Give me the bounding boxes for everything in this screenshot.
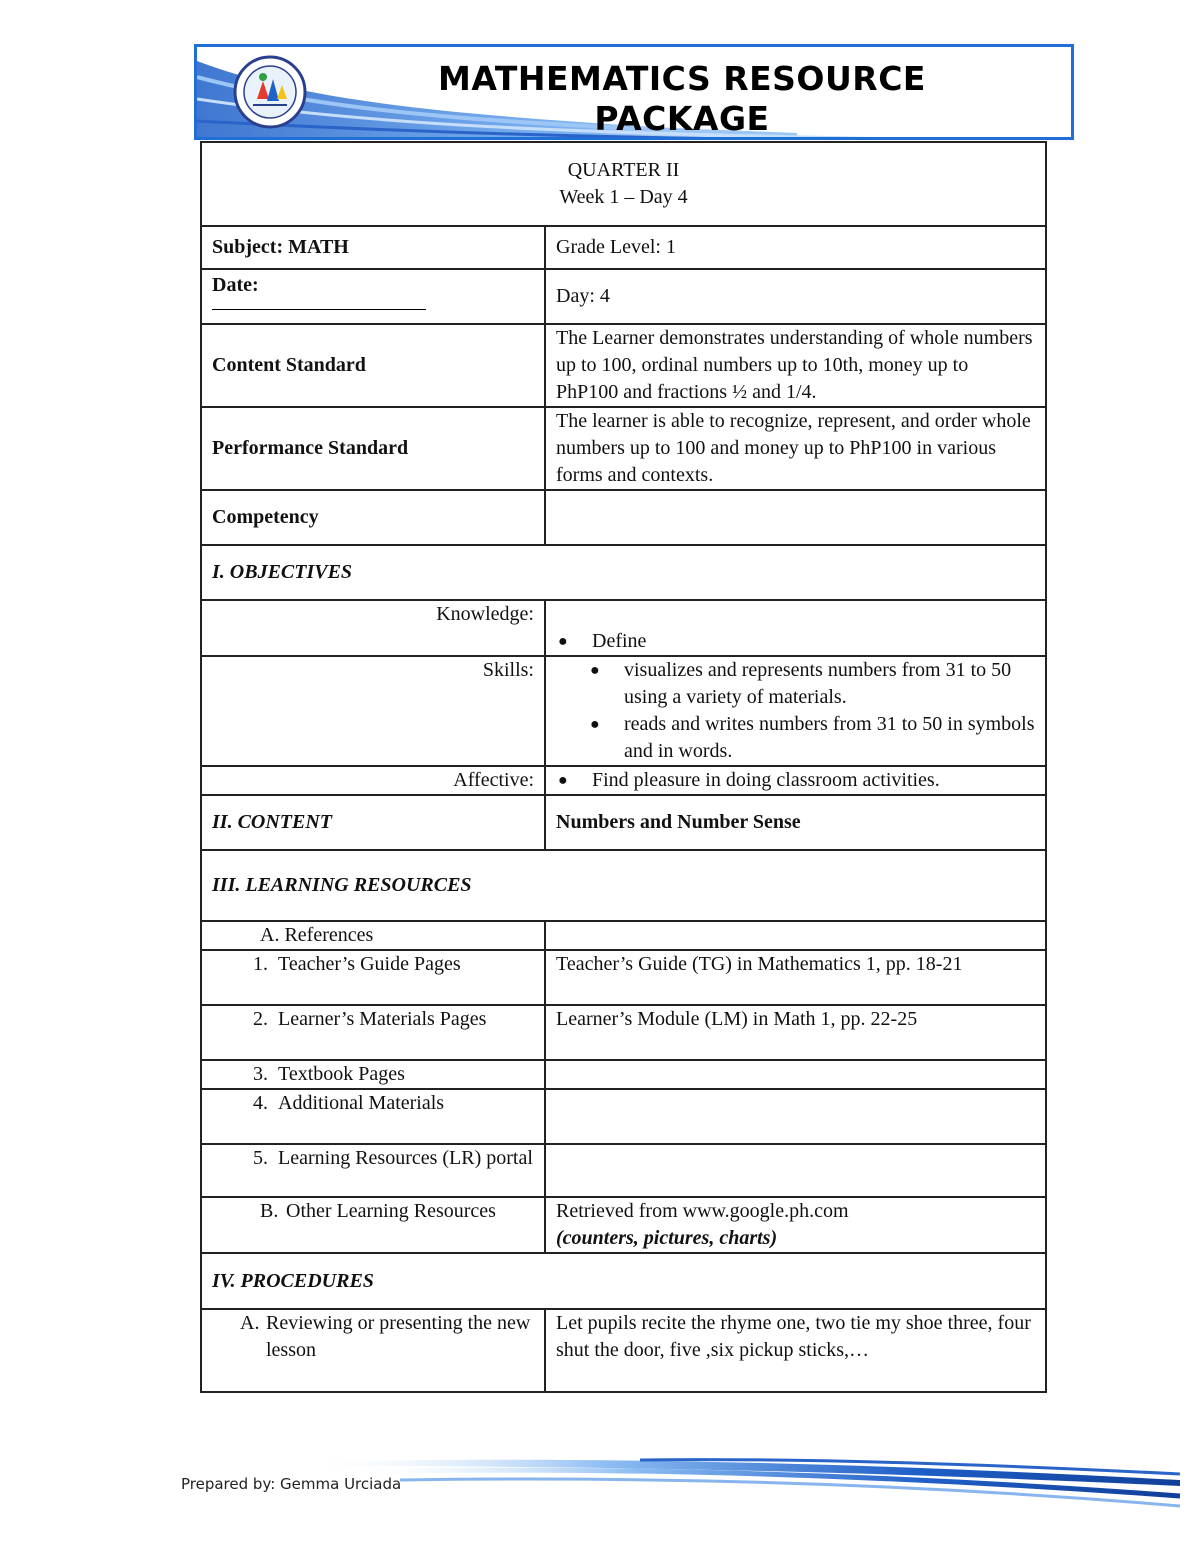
content-row — [201, 795, 1046, 850]
skills-label: Skills: — [201, 656, 545, 766]
bullet-icon: ● — [590, 716, 600, 733]
content-value: Numbers and Number Sense — [545, 795, 1046, 850]
resource-marker-3: 3. — [253, 1063, 268, 1085]
date-row — [201, 269, 1046, 324]
references-value — [545, 921, 1046, 950]
other-resources-value-cell — [545, 1197, 1046, 1253]
resource-value-3 — [545, 1060, 1046, 1089]
resource-label-5: Learning Resources (LR) portal — [278, 1147, 533, 1169]
content-standard-row — [201, 324, 1046, 407]
affective-item: Find pleasure in doing classroom activities. — [592, 769, 940, 791]
skills-bullet-2 — [588, 711, 1035, 765]
resource-label-cell-5 — [201, 1144, 545, 1197]
resource-label-3: Textbook Pages — [278, 1063, 405, 1085]
bullet-icon: ● — [590, 662, 600, 679]
title-line-1: MATHEMATICS RESOURCE — [438, 59, 926, 98]
page-title — [387, 59, 977, 139]
other-resources-marker: B. — [260, 1200, 279, 1222]
resource-marker-2: 2. — [253, 1008, 268, 1030]
procedures-heading: IV. PROCEDURES — [201, 1253, 1046, 1309]
date-label: Date: — [212, 274, 259, 296]
performance-standard-row — [201, 407, 1046, 490]
references-label: References — [284, 924, 374, 946]
resource-value-5 — [545, 1144, 1046, 1197]
content-standard-label: Content Standard — [201, 324, 545, 407]
affective-bullet — [556, 767, 1035, 794]
resource-value-2: Learner’s Module (LM) in Math 1, pp. 22-25 — [545, 1005, 1046, 1060]
competency-label: Competency — [201, 490, 545, 545]
week-day: Week 1 – Day 4 — [559, 186, 688, 208]
resource-row-5 — [201, 1144, 1046, 1197]
resource-label-cell-4 — [201, 1089, 545, 1144]
knowledge-label: Knowledge: — [201, 600, 545, 656]
resource-marker-1: 1. — [253, 953, 268, 975]
other-resources-value: Retrieved from www.google.ph.com — [556, 1200, 849, 1222]
skills-row — [201, 656, 1046, 766]
header-banner — [194, 44, 1074, 140]
resource-label-cell-2 — [201, 1005, 545, 1060]
bullet-icon: ● — [558, 772, 568, 789]
procedure-a-marker: A. — [240, 1312, 260, 1334]
procedure-a-value: Let pupils recite the rhyme one, two tie my shoe three, four shut the door, five ,six pickup sticks,… — [545, 1309, 1046, 1392]
quarter-cell — [201, 142, 1046, 226]
affective-value — [545, 766, 1046, 795]
other-resources-row — [201, 1197, 1046, 1253]
objectives-heading: I. OBJECTIVES — [201, 545, 1046, 600]
skills-bullet-1 — [588, 657, 1035, 711]
bullet-icon: ● — [558, 633, 568, 650]
performance-standard-value: The learner is able to recognize, represent, and order whole numbers up to 100 and money up to PhP100 in various forms and contexts. — [545, 407, 1046, 490]
lesson-plan-table — [200, 141, 1047, 1393]
footer-swoosh-graphic — [280, 1440, 1180, 1520]
resource-row-4 — [201, 1089, 1046, 1144]
date-cell — [201, 269, 545, 324]
references-row — [201, 921, 1046, 950]
day-cell: Day: 4 — [545, 269, 1046, 324]
references-cell — [201, 921, 545, 950]
resources-heading-row — [201, 850, 1046, 921]
procedure-a-row — [201, 1309, 1046, 1392]
other-resources-label: Other Learning Resources — [286, 1200, 496, 1222]
resource-label-cell-3 — [201, 1060, 545, 1089]
subject-cell: Subject: MATH — [201, 226, 545, 269]
skills-item-2: reads and writes numbers from 31 to 50 in symbols and in words. — [624, 713, 1035, 762]
affective-row — [201, 766, 1046, 795]
resource-label-2: Learner’s Materials Pages — [278, 1008, 487, 1030]
date-blank-line — [212, 309, 426, 310]
resource-label-4: Additional Materials — [278, 1092, 445, 1114]
resource-row-3 — [201, 1060, 1046, 1089]
resource-label-1: Teacher’s Guide Pages — [278, 953, 461, 975]
knowledge-row — [201, 600, 1046, 656]
resource-marker-5: 5. — [253, 1147, 268, 1169]
knowledge-value — [545, 600, 1046, 656]
other-resources-label-cell — [201, 1197, 545, 1253]
resources-heading: III. LEARNING RESOURCES — [201, 850, 1046, 921]
prepared-by: Prepared by: Gemma Urciada — [181, 1475, 402, 1493]
resource-marker-4: 4. — [253, 1092, 268, 1114]
procedure-a-label: Reviewing or presenting the new lesson — [266, 1312, 531, 1361]
resource-value-4 — [545, 1089, 1046, 1144]
resource-value-1: Teacher’s Guide (TG) in Mathematics 1, pp. 18-21 — [545, 950, 1046, 1005]
content-heading: II. CONTENT — [201, 795, 545, 850]
content-standard-value: The Learner demonstrates understanding of whole numbers up to 100, ordinal numbers up to 10th, money up to PhP100 and fractions ½ and 1/4. — [545, 324, 1046, 407]
competency-row — [201, 490, 1046, 545]
objectives-heading-row — [201, 545, 1046, 600]
deped-seal-icon — [233, 55, 307, 129]
resource-row-1 — [201, 950, 1046, 1005]
affective-label: Affective: — [201, 766, 545, 795]
quarter-row — [201, 142, 1046, 226]
other-resources-note: (counters, pictures, charts) — [556, 1227, 778, 1249]
procedure-a-label-cell — [201, 1309, 545, 1392]
references-marker: A. — [260, 924, 280, 946]
procedures-heading-row — [201, 1253, 1046, 1309]
title-line-2: PACKAGE — [594, 99, 770, 138]
subject-row — [201, 226, 1046, 269]
knowledge-bullet — [556, 628, 1035, 655]
resource-label-cell-1 — [201, 950, 545, 1005]
skills-item-1: visualizes and represents numbers from 31 to 50 using a variety of materials. — [624, 659, 1012, 708]
knowledge-item: Define — [592, 630, 647, 652]
grade-level-cell: Grade Level: 1 — [545, 226, 1046, 269]
skills-value — [545, 656, 1046, 766]
quarter-title: QUARTER II — [567, 159, 680, 181]
resource-row-2 — [201, 1005, 1046, 1060]
performance-standard-label: Performance Standard — [201, 407, 545, 490]
competency-value — [545, 490, 1046, 545]
